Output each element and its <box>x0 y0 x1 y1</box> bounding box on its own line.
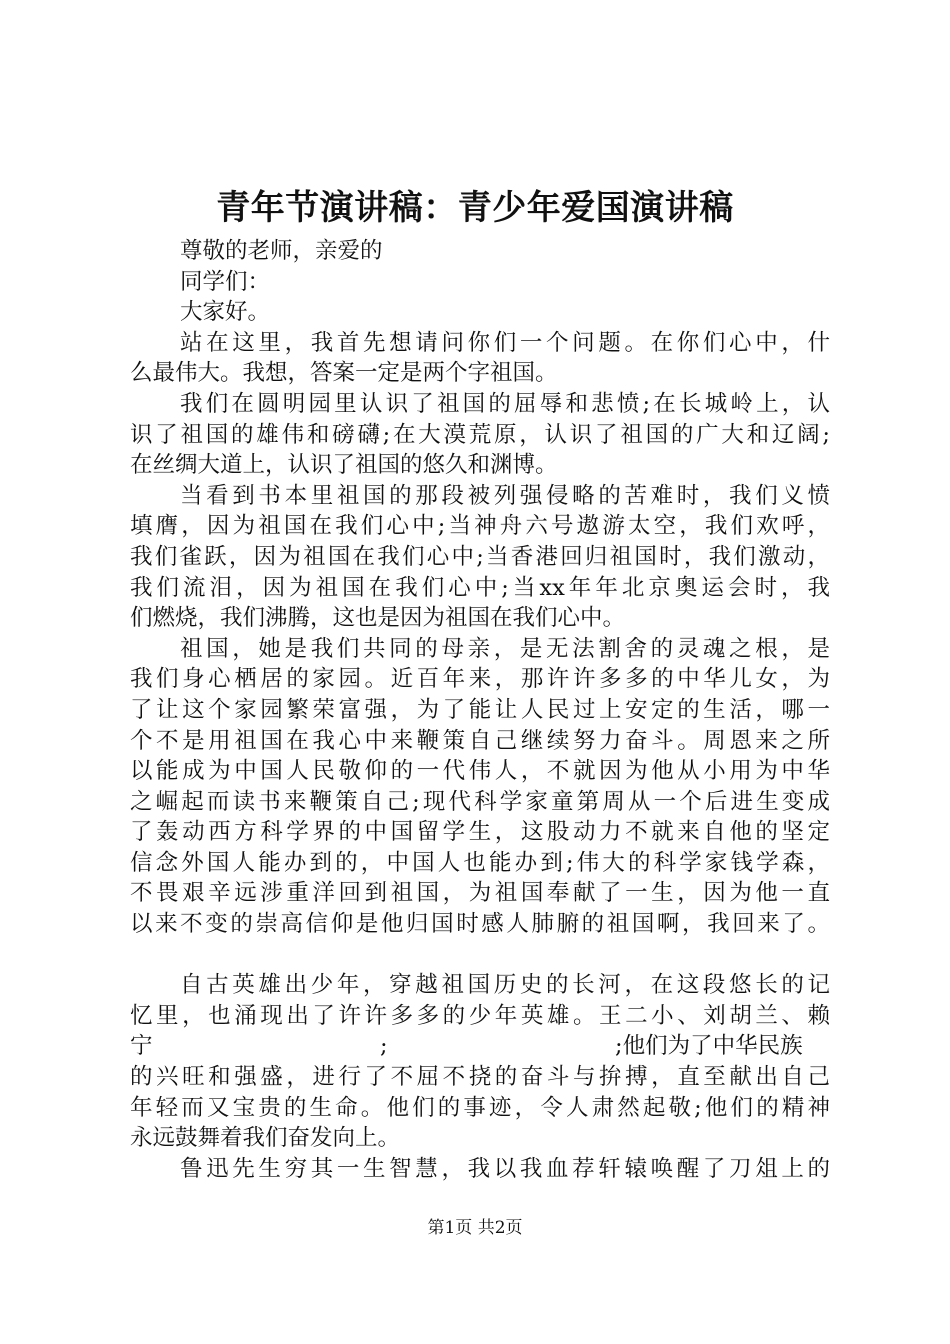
text-line: 填膺，因为祖国在我们心中;当神舟六号遨游太空，我们欢呼， <box>130 513 830 540</box>
page-title: 青年节演讲稿：青少年爱国演讲稿 <box>216 188 734 228</box>
text-line-with-gaps <box>130 1031 830 1062</box>
text-line: 大家好。 <box>180 299 271 326</box>
text-line: 祖国，她是我们共同的母亲，是无法割舍的灵魂之根，是 <box>180 635 830 662</box>
text-line: 我们流泪，因为祖国在我们心中;当xx年年北京奥运会时，我 <box>130 574 830 601</box>
text-line: 了让这个家园繁荣富强，为了能让人民过上安定的生活，哪一 <box>130 696 830 723</box>
text-line: 们燃烧，我们沸腾，这也是因为祖国在我们心中。 <box>130 605 626 632</box>
text-line: 了轰动西方科学界的中国留学生，这股动力不就来自他的坚定 <box>130 819 830 846</box>
text-line: 当看到书本里祖国的那段被列强侵略的苦难时，我们义愤 <box>180 482 830 509</box>
gap-line-part: ;他们为了中华民族 <box>615 1033 803 1060</box>
document-body <box>130 236 830 1184</box>
text-line: 以能成为中国人民敬仰的一代伟人，不就因为他从小用为中华 <box>130 758 830 785</box>
text-line: 信念外国人能办到的，中国人也能办到;伟大的科学家钱学森， <box>130 849 830 876</box>
blank-line <box>130 940 830 971</box>
text-line: 不畏艰辛远涉重洋回到祖国，为祖国奉献了一生，因为他一直 <box>130 880 830 907</box>
text-line: 个不是用祖国在我心中来鞭策自己继续努力奋斗。周恩来之所 <box>130 727 830 754</box>
text-line: 忆里，也涌现出了许许多多的少年英雄。王二小、刘胡兰、赖 <box>130 1002 830 1029</box>
text-line: 我们在圆明园里认识了祖国的屈辱和悲愤;在长城岭上，认 <box>180 390 830 417</box>
text-line: 我们身心栖居的家园。近百年来，那许许多多的中华儿女，为 <box>130 666 830 693</box>
text-line: 我们雀跃，因为祖国在我们心中;当香港回归祖国时，我们激动， <box>130 543 830 570</box>
text-line: 永远鼓舞着我们奋发向上。 <box>130 1125 401 1152</box>
text-line: 以来不变的崇高信仰是他归国时感人肺腑的祖国啊，我回来了。 <box>130 911 830 938</box>
text-line: 同学们： <box>180 268 271 295</box>
text-line: 么最伟大。我想，答案一定是两个字祖国。 <box>130 360 558 387</box>
gap-line-part: 宁 <box>130 1033 153 1060</box>
text-line: 鲁迅先生穷其一生智慧，我以我血荐轩辕唤醒了刀俎上的 <box>180 1155 830 1182</box>
gap-line-part: ; <box>380 1033 388 1060</box>
text-line: 尊敬的老师，亲爱的 <box>180 238 383 264</box>
text-line: 的兴旺和强盛，进行了不屈不挠的奋斗与拚搏，直至献出自己 <box>130 1064 830 1091</box>
text-line: 在丝绸大道上，认识了祖国的悠久和渊博。 <box>130 452 558 479</box>
page-footer: 第1页 共2页 <box>427 1218 523 1238</box>
text-line: 识了祖国的雄伟和磅礴;在大漠荒原，认识了祖国的广大和辽阔; <box>130 421 830 448</box>
text-line: 站在这里，我首先想请问你们一个问题。在你们心中，什 <box>180 329 830 356</box>
text-line: 年轻而又宝贵的生命。他们的事迹，令人肃然起敬;他们的精神 <box>130 1094 830 1121</box>
text-line: 自古英雄出少年，穿越祖国历史的长河，在这段悠长的记 <box>180 972 830 999</box>
text-line: 之崛起而读书来鞭策自己;现代科学家童第周从一个后进生变成 <box>130 788 830 815</box>
